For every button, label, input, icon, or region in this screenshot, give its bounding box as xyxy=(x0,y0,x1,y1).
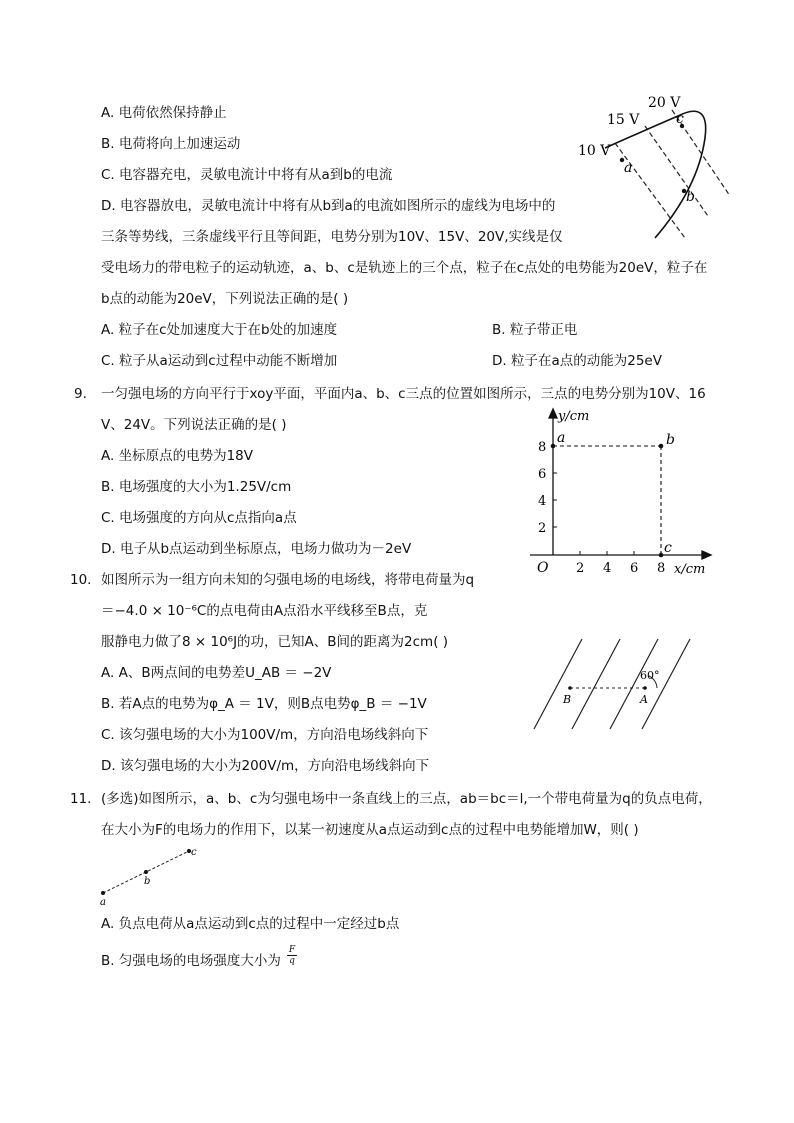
label-b: b xyxy=(686,189,695,205)
q11-option-a: A. 负点电荷从a点运动到c点的过程中一定经过b点 xyxy=(101,916,400,932)
q10-field-lines-figure xyxy=(530,637,705,732)
q8-equipotential-figure xyxy=(560,88,730,243)
label-c: c xyxy=(191,847,197,858)
x-tick-6: 6 xyxy=(630,561,639,576)
q10-option-c: C. 该匀强电场的大小为100V/m，方向沿电场线斜向下 xyxy=(101,727,429,743)
label-a: a xyxy=(557,430,566,446)
angle-label: 60° xyxy=(640,669,660,682)
point-b xyxy=(568,686,572,690)
label-10v: 10 V xyxy=(578,143,611,159)
q9-coordinate-figure xyxy=(520,405,720,580)
q10-option-d: D. 该匀强电场的大小为200V/m，方向沿电场线斜向下 xyxy=(101,758,430,774)
q11-option-b: B. 匀强电场的电场强度大小为 xyxy=(101,953,281,969)
point-a xyxy=(101,891,105,895)
field-line-3 xyxy=(610,639,658,729)
q8-choice-c: C. 粒子从a运动到c过程中动能不断增加 xyxy=(101,353,338,369)
x-tick-4: 4 xyxy=(603,561,612,576)
point-b xyxy=(144,870,148,874)
field-strength-fraction xyxy=(287,945,297,966)
q9-option-d: D. 电子从b点运动到坐标原点，电场力做功为－2eV xyxy=(101,541,412,557)
label-a: a xyxy=(100,897,106,908)
q8-option-a: A. 电荷依然保持静止 xyxy=(101,105,227,121)
y-axis-label: y/cm xyxy=(558,409,590,424)
fraction-numerator: F xyxy=(288,945,296,955)
x-axis-arrow xyxy=(702,551,711,559)
label-a: A xyxy=(640,693,648,706)
q11-stem-line1: (多选)如图所示，a、b、c为匀强电场中一条直线上的三点，ab＝bc＝l,一个带电荷量为q的负点电荷， xyxy=(101,791,712,807)
y-tick-4: 4 xyxy=(538,494,547,509)
point-b xyxy=(659,444,664,449)
q8-option-b: B. 电荷将向上加速运动 xyxy=(101,136,241,152)
label-c: c xyxy=(664,540,672,556)
label-15v: 15 V xyxy=(607,112,640,128)
x-tick-2: 2 xyxy=(576,561,585,576)
y-tick-6: 6 xyxy=(538,467,547,482)
label-b: b xyxy=(666,432,675,448)
q9-option-a: A. 坐标原点的电势为18V xyxy=(101,448,253,464)
q9-number: 9. xyxy=(74,386,87,402)
field-line-2 xyxy=(572,639,620,729)
x-axis-label: x/cm xyxy=(674,562,706,577)
y-tick-2: 2 xyxy=(538,521,547,536)
field-line-1 xyxy=(534,639,582,729)
q8-choice-d: D. 粒子在a点的动能为25eV xyxy=(492,353,662,369)
point-a xyxy=(643,686,647,690)
label-a: a xyxy=(624,160,633,176)
equipotential-line-15v xyxy=(645,126,708,216)
fraction-denominator: q xyxy=(289,956,295,966)
q10-stem-line1: 如图所示为一组方向未知的匀强电场的电场线，将带电荷量为q xyxy=(101,572,475,588)
q8-option-d: D. 电容器放电，灵敏电流计中将有从b到a的电流如图所示的虚线为电场中的 xyxy=(101,198,556,214)
equipotential-line-10v xyxy=(615,143,685,238)
point-c xyxy=(659,553,664,558)
q10-stem-line3: 服静电力做了8 × 10⁶J的功，已知A、B间的距离为2cm( ) xyxy=(101,634,449,650)
label-b: b xyxy=(144,876,151,887)
y-tick-8: 8 xyxy=(538,440,547,455)
origin-label: O xyxy=(537,560,549,576)
q8-stem-line1: 三条等势线，三条虚线平行且等间距，电势分别为10V、15V、20V,实线是仅 xyxy=(101,229,563,245)
q11-number: 11. xyxy=(70,791,92,807)
q8-option-c: C. 电容器充电，灵敏电流计中将有从a到b的电流 xyxy=(101,167,393,183)
q8-choice-b: B. 粒子带正电 xyxy=(492,322,578,338)
q11-stem-line2: 在大小为F的电场力的作用下，以某一初速度从a点运动到c点的过程中电势能增加W，则( ) xyxy=(101,822,639,838)
q8-stem-line2: 受电场力的带电粒子的运动轨迹，a、b、c是轨迹上的三个点，粒子在c点处的电势能为20eV，粒子在 xyxy=(101,260,708,276)
q9-stem-line1: 一匀强电场的方向平行于xoy平面，平面内a、b、c三点的位置如图所示，三点的电势分别为10V、16 xyxy=(101,386,706,402)
field-line-4 xyxy=(642,639,690,729)
x-tick-8: 8 xyxy=(657,561,666,576)
q9-option-c: C. 电场强度的方向从c点指向a点 xyxy=(101,510,297,526)
q8-choice-a: A. 粒子在c处加速度大于在b处的加速度 xyxy=(101,322,338,338)
q10-number: 10. xyxy=(70,572,92,588)
label-b: B xyxy=(563,693,572,706)
q10-option-b: B. 若A点的电势为φ_A ＝ 1V，则B点电势φ_B ＝ −1V xyxy=(101,696,427,712)
label-c: c xyxy=(676,111,684,127)
q11-line-figure xyxy=(95,843,205,908)
q10-option-a: A. A、B两点间的电势差U_AB ＝ −2V xyxy=(101,665,332,681)
label-20v: 20 V xyxy=(648,95,681,111)
point-a xyxy=(551,444,556,449)
particle-trajectory xyxy=(605,111,706,238)
y-axis-arrow xyxy=(549,409,557,418)
q8-stem-line3: b点的动能为20eV，下列说法正确的是( ) xyxy=(101,291,349,307)
q10-stem-line2: ＝−4.0 × 10⁻⁶C的点电荷由A点沿水平线移至B点，克 xyxy=(101,603,428,619)
q9-option-b: B. 电场强度的大小为1.25V/cm xyxy=(101,479,292,495)
q9-stem-line2: V、24V。下列说法正确的是( ) xyxy=(101,417,287,433)
